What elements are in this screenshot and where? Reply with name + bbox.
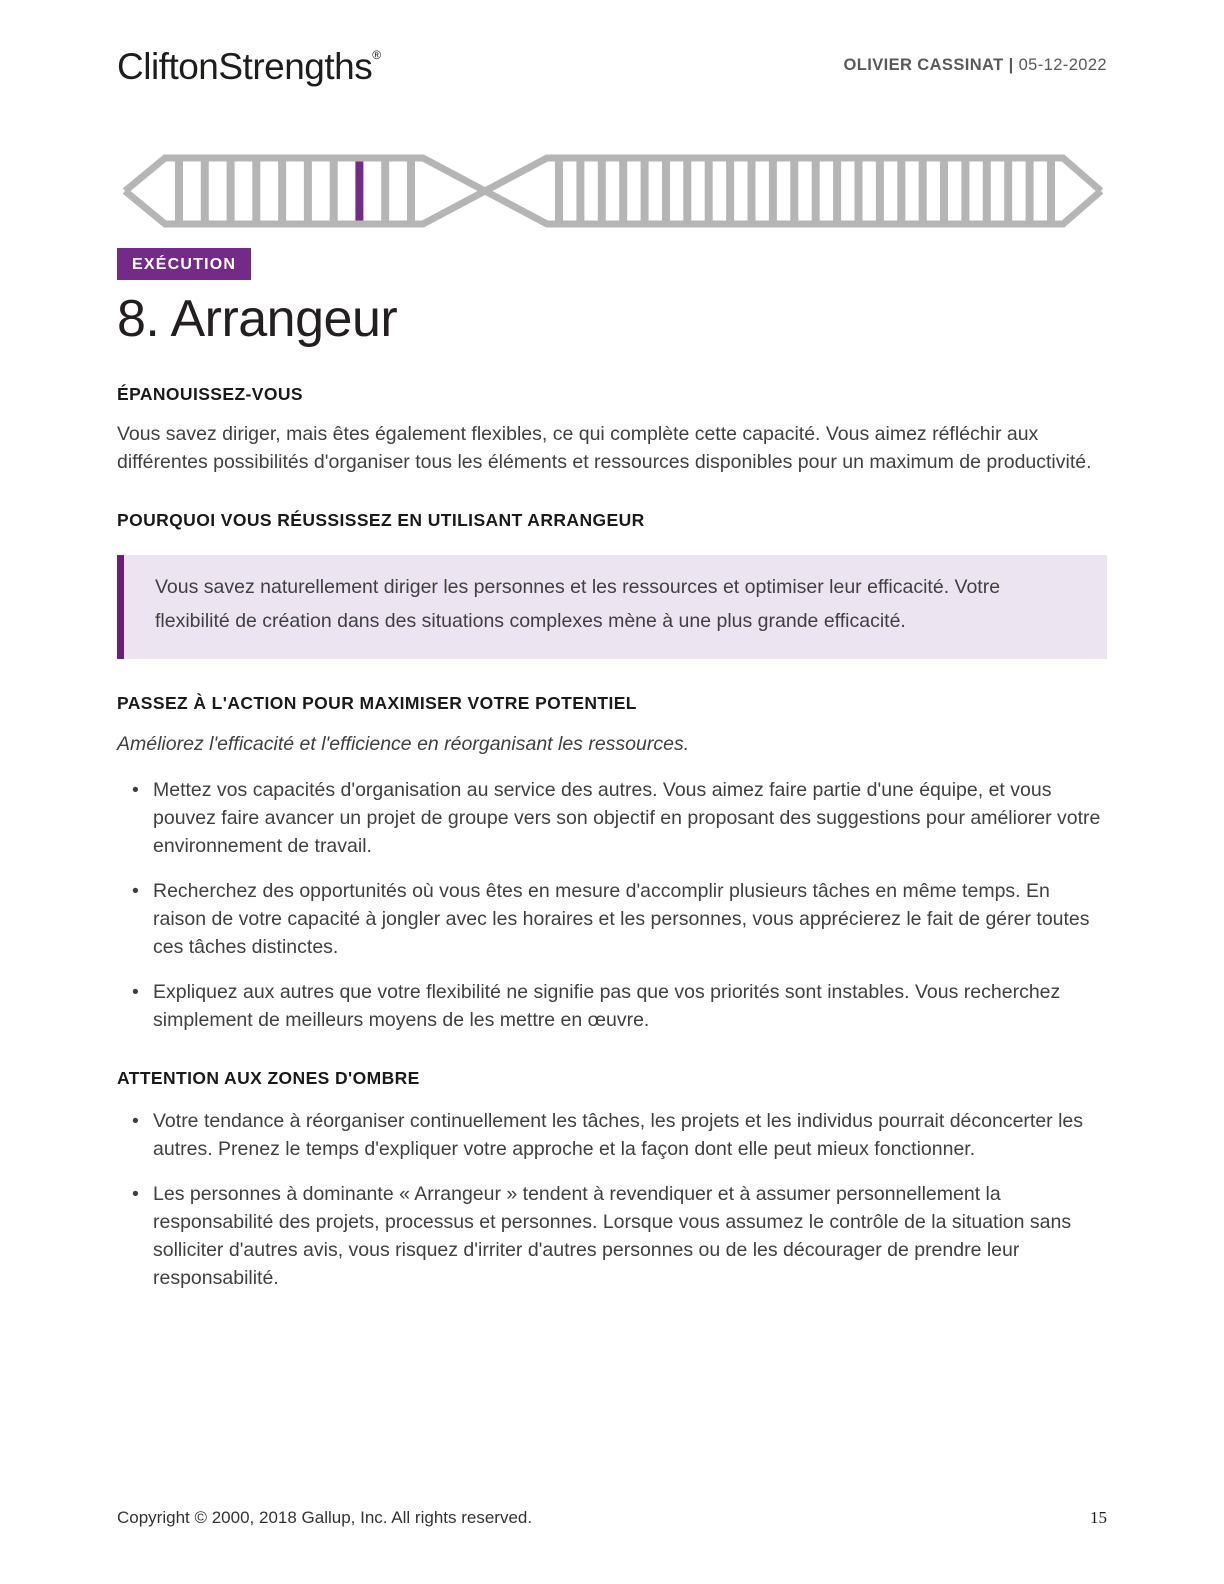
page-number: 15 — [1090, 1508, 1107, 1527]
theme-bar — [201, 158, 209, 224]
take-action-list — [117, 776, 1107, 1034]
blind-spots-list — [117, 1107, 1107, 1292]
dna-strand-graphic — [117, 151, 1107, 231]
theme-bar — [769, 158, 777, 224]
copyright-notice: Copyright © 2000, 2018 Gallup, Inc. All rights reserved. — [117, 1508, 533, 1527]
theme-bar — [227, 158, 235, 224]
report-owner-info — [844, 56, 1108, 75]
list-item: • Mettez vos capacités d'organisation au service des autres. Vous aimez faire partie d'une équipe, et vous pouvez faire avancer un projet de groupe vers son objectif en proposant des suggestions pour améliorer votre environnement de travail. — [117, 776, 1107, 860]
dna-left-segment-bars — [175, 158, 415, 224]
theme-bar — [598, 158, 606, 224]
list-item: • Recherchez des opportunités où vous êtes en mesure d'accomplir plusieurs tâches en même temps. En raison de votre capacité à jongler avec les horaires et les personnes, vous apprécierez le fait de gérer toutes ces tâches distinctes. — [117, 877, 1107, 961]
report-date: 05-12-2022 — [1013, 56, 1107, 74]
personalized-insight-text: Vous savez naturellement diriger les personnes et les ressources et optimiser leur efficacité. Votre flexibilité de création dans des situations complexes mène à une plus grande efficacité. — [155, 575, 1001, 632]
theme-bar — [983, 158, 991, 224]
theme-bar — [790, 158, 798, 224]
page-header — [117, 48, 1107, 85]
theme-bar — [876, 158, 884, 224]
theme-bar — [330, 158, 338, 224]
highlighted-theme-bar — [355, 158, 363, 224]
theme-bar — [748, 158, 756, 224]
theme-bar — [619, 158, 627, 224]
page-footer — [117, 1508, 1107, 1528]
section-heading-thrive: ÉPANOUISSEZ-VOUS — [117, 383, 303, 404]
theme-bar — [662, 158, 670, 224]
theme-bar — [705, 158, 713, 224]
section-heading-blind-spots: ATTENTION AUX ZONES D'OMBRE — [117, 1067, 420, 1088]
registered-trademark: ® — [372, 48, 381, 62]
theme-bar — [252, 158, 260, 224]
logo-text: CliftonStrengths — [117, 46, 373, 87]
theme-bar — [407, 158, 415, 224]
theme-bar — [1004, 158, 1012, 224]
theme-bar — [961, 158, 969, 224]
dna-right-segment-bars — [555, 158, 1055, 224]
theme-bar — [576, 158, 584, 224]
owner-name: OLIVIER CASSINAT | — [843, 56, 1014, 74]
theme-bar — [940, 158, 948, 224]
category-badge: EXÉCUTION — [117, 248, 251, 280]
theme-bar — [175, 158, 183, 224]
cliftonstrengths-logo — [117, 48, 381, 85]
theme-bar — [1047, 158, 1055, 224]
take-action-intro: Améliorez l'efficacité et l'efficience en réorganisant les ressources. — [117, 732, 690, 755]
list-item: • Votre tendance à réorganiser continuellement les tâches, les projets et les individus pourrait déconcerter les autres. Prenez le temps d'expliquer votre approche et la façon dont elle peut mieux fonctionner. — [117, 1107, 1107, 1163]
theme-bar — [683, 158, 691, 224]
theme-bar — [278, 158, 286, 224]
list-item: • Expliquez aux autres que votre flexibilité ne signifie pas que vos priorités sont instables. Vous recherchez simplement de meilleurs moyens de les mettre en œuvre. — [117, 978, 1107, 1034]
theme-bar — [726, 158, 734, 224]
theme-title: 8. Arrangeur — [117, 290, 398, 349]
theme-bar — [919, 158, 927, 224]
theme-bar — [897, 158, 905, 224]
dna-strand-bottom — [125, 158, 1101, 224]
section-heading-why-succeed: POURQUOI VOUS RÉUSSISSEZ EN UTILISANT ARRANGEUR — [117, 509, 645, 530]
section-heading-take-action: PASSEZ À L'ACTION POUR MAXIMISER VOTRE POTENTIEL — [117, 692, 637, 713]
theme-bar — [833, 158, 841, 224]
theme-bar — [1026, 158, 1034, 224]
list-item: • Les personnes à dominante « Arrangeur » tendent à revendiquer et à assumer personnellement la responsabilité des projets, processus et personnes. Lorsque vous assumez le contrôle de la situation sans solliciter d'autres avis, vous risquez d'irriter d'autres personnes ou de les décourager de prendre leur responsabilité. — [117, 1180, 1107, 1292]
theme-bar — [555, 158, 563, 224]
thrive-paragraph: Vous savez diriger, mais êtes également flexibles, ce qui complète cette capacité. Vous aimez réfléchir aux différentes possibilités d'organiser tous les éléments et ressources disponibles pour un maximum de productivité. — [117, 422, 1092, 473]
personalized-insight-box — [117, 555, 1107, 659]
theme-bar — [855, 158, 863, 224]
dna-strand-top — [125, 158, 1101, 224]
theme-bar — [812, 158, 820, 224]
theme-bar — [641, 158, 649, 224]
theme-bar — [381, 158, 389, 224]
theme-bar — [304, 158, 312, 224]
